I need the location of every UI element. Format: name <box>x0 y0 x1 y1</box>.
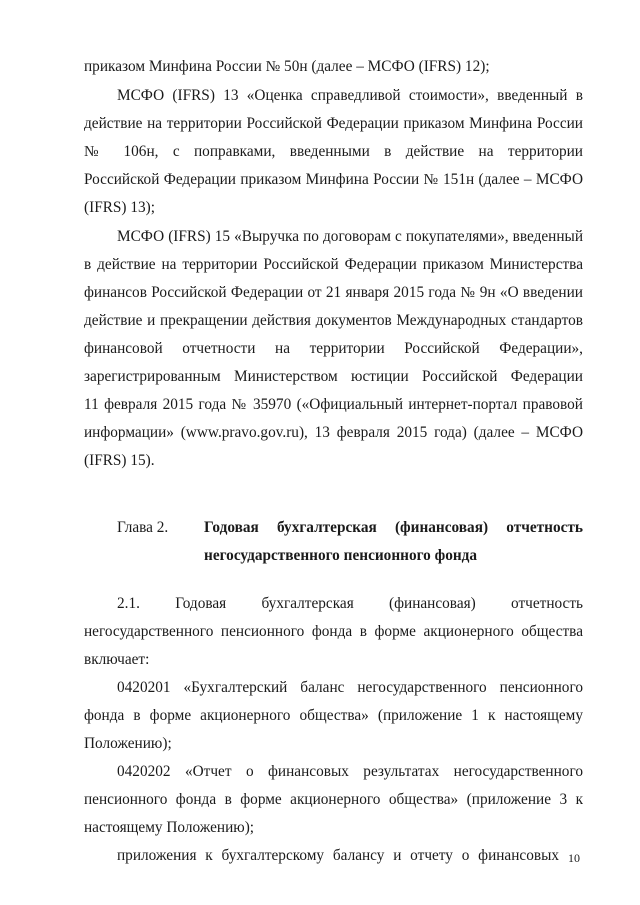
text-line: (IFRS) 13); <box>84 199 155 216</box>
text-line: пенсионного фонда в форме акционерного общества» (приложение 3 к <box>84 791 583 808</box>
text-line: 11 февраля 2015 года № 35970 («Официальный интернет-портал правовой <box>84 396 583 413</box>
text-line: Положению); <box>84 735 172 752</box>
text-line: фонда в форме акционерного общества» (приложение 1 к настоящему <box>84 707 583 724</box>
text-line: (IFRS) 15). <box>84 452 155 469</box>
page-number: 10 <box>568 851 580 865</box>
text-line: финансов Российской Федерации от 21 января 2015 года № 9н «О введении <box>84 284 583 301</box>
text-line: негосударственного пенсионного фонда в форме акционерного общества <box>84 623 583 640</box>
text-line: 0420201 «Бухгалтерский баланс негосударственного пенсионного <box>117 679 583 696</box>
text-line: включает: <box>84 651 150 668</box>
text-line: 0420202 «Отчет о финансовых результатах негосударственного <box>117 763 583 780</box>
text-line: приложения к бухгалтерскому балансу и отчету о финансовых <box>117 847 559 864</box>
text-line: в действие на территории Российской Федерации приказом Министерства <box>84 256 583 273</box>
text-line: Российской Федерации приказом Минфина России № 151н (далее – МСФО <box>84 171 583 188</box>
chapter-title: Годовая бухгалтерская (финансовая) отчетность <box>204 519 583 536</box>
chapter-number: Глава 2. <box>117 519 169 536</box>
text-line: настоящему Положению); <box>84 819 255 836</box>
text-line: приказом Минфина России № 50н (далее – МСФО (IFRS) 12); <box>84 58 490 75</box>
text-line: действие и прекращении действия документов Международных стандартов <box>84 312 583 329</box>
text-line: информации» (www.pravo.gov.ru), 13 февраля 2015 года) (далее – МСФО <box>84 424 583 441</box>
text-line: зарегистрированным Министерством юстиции Российской Федерации <box>84 368 583 385</box>
text-line: действие на территории Российской Федерации приказом Минфина России <box>84 115 583 132</box>
text-line: МСФО (IFRS) 13 «Оценка справедливой стоимости», введенный в <box>117 87 583 104</box>
text-line: финансовой отчетности на территории Российской Федерации», <box>84 340 583 357</box>
text-line: № 106н, с поправками, введенными в действие на территории <box>84 143 583 160</box>
text-line: 2.1. Годовая бухгалтерская (финансовая) отчетность <box>117 595 583 612</box>
chapter-title: негосударственного пенсионного фонда <box>204 547 478 564</box>
text-line: МСФО (IFRS) 15 «Выручка по договорам с покупателями», введенный <box>117 228 583 245</box>
